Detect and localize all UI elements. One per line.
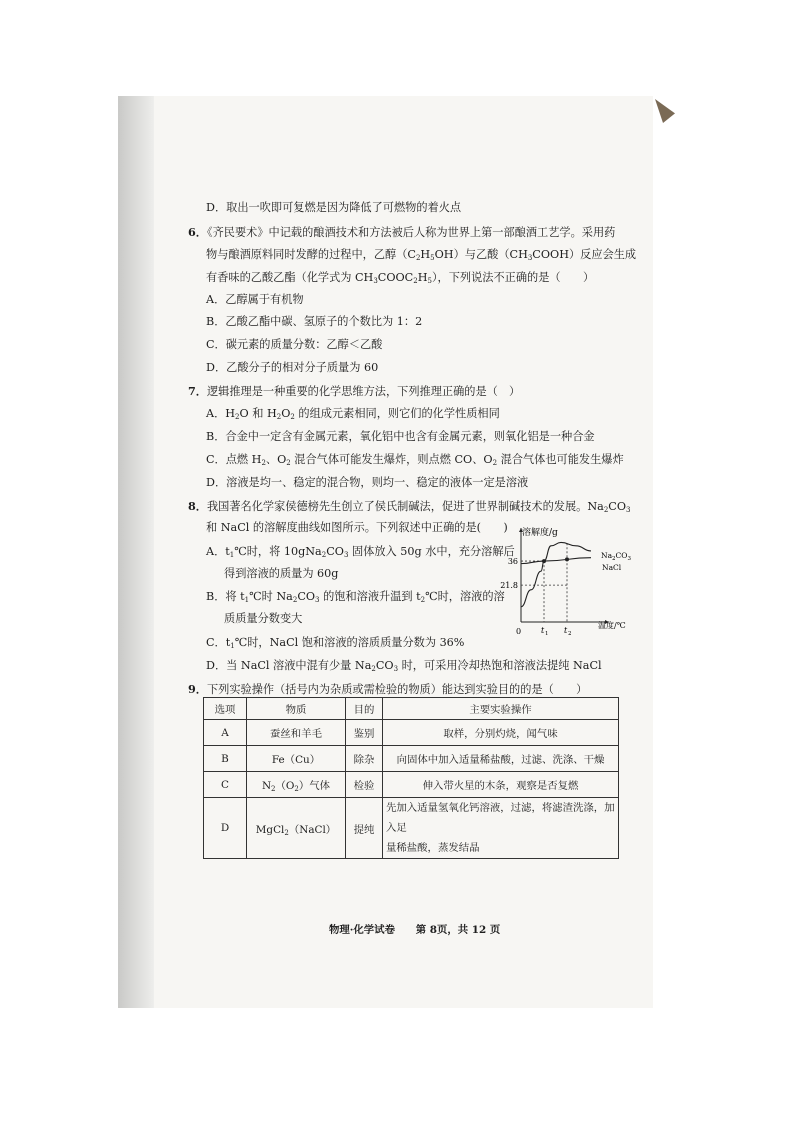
q6-option-c: C．碳元素的质量分数：乙醇＜乙酸 [206, 338, 383, 351]
q6-number: 6． [188, 225, 207, 239]
q7-option-d: D．溶液是均一、稳定的混合物，则均一、稳定的液体一定是溶液 [206, 476, 529, 489]
experiment-table [203, 697, 619, 859]
series-label-nacl: NaCl [602, 563, 622, 572]
table-header-cell: 选项 [204, 698, 247, 720]
chart-x-tick-label: t [541, 626, 545, 635]
table-row [204, 746, 619, 772]
table-cell: 提纯 [346, 798, 383, 859]
table-cell: C [204, 772, 247, 798]
q7-option-b: B．合金中一定含有金属元素，氧化铝中也含有金属元素，则氧化铝是一种合金 [206, 430, 595, 443]
table-cell: 蚕丝和羊毛 [247, 720, 346, 746]
scan-shadow [118, 96, 154, 1008]
table-cell: 除杂 [346, 746, 383, 772]
table-cell: 取样，分别灼烧，闻气味 [383, 720, 619, 746]
series-line-nacl [521, 558, 591, 564]
table-row [204, 720, 619, 746]
q6-stem-line2: 物与酿酒原料同时发酵的过程中，乙醇$(C_2H_5OH)$与乙酸$(CH_3COOH)$反应会生成 [206, 248, 637, 262]
table-cell: $N_2(O_2)$气体 [247, 772, 346, 798]
q6-option-b: B．乙酸乙酯中碳、氢原子的个数比为 1：2 [206, 315, 423, 328]
q8-option-b-cont: 质质量分数变大 [224, 612, 303, 625]
table-header-row [204, 698, 619, 720]
solubility-chart [500, 522, 636, 640]
chart-y-tick-label: 36 [507, 557, 518, 567]
table-cell: MgCl$_2$（NaCl） [247, 798, 346, 859]
q8-stem-line1: 8．我国著名化学家侯德榜先生创立了侯氏制碱法，促进了世界制碱技术的发展。$Na_2CO_3$ [188, 499, 631, 514]
chart-point-intersect [542, 559, 546, 563]
q7-number: 7． [188, 384, 207, 398]
q8-option-a-cont: 得到溶液的质量为 60g [224, 567, 339, 580]
q6-stem-line3: 有香味的乙酸乙酯（化学式为 $CH_3COOC_2H_5$），下列说法不正确的是（ ） [206, 271, 595, 285]
series-label-na2co3: $Na_2CO_3$ [601, 551, 631, 562]
chart-x-tick-sub: 2 [568, 631, 572, 637]
table-cell: A [204, 720, 247, 746]
table-cell: Fe（Cu） [247, 746, 346, 772]
table-cell: 检验 [346, 772, 383, 798]
q8-option-d: D．当 NaCl 溶液中混有少量 $Na_2CO_3$ 时，可采用冷却热饱和溶液法提纯 NaCl [206, 659, 602, 673]
chart-y-tick-label: 21.8 [500, 581, 518, 591]
table-cell: 伸入带火星的木条，观察是否复燃 [383, 772, 619, 798]
q8-option-b: B．将 $t_1℃$时 $Na_2CO_3$ 的饱和溶液升温到 $t_2℃$时，溶液的溶 [206, 590, 505, 604]
table-header-cell: 主要实验操作 [383, 698, 619, 720]
q7-option-a: A．$H_2O$ 和 $H_2O_2$ 的组成元素相同，则它们的化学性质相同 [206, 407, 500, 421]
q8-number: 8． [188, 499, 207, 513]
chart-y-axis-label: 溶解度/g [522, 528, 558, 538]
table-header-cell: 物质 [247, 698, 346, 720]
q8-option-c: C．$t_1℃$时，NaCl 饱和溶液的溶质质量分数为 36% [206, 636, 465, 650]
q6-option-d: D．乙酸分子的相对分子质量为 60 [206, 361, 379, 374]
q7-option-c: C．点燃 $H_2$、$O_2$ 混合气体可能发生爆炸，则点燃 CO、$O_2$ 混合气体也可能发生爆炸 [206, 453, 624, 467]
chart-x-tick-label: t [564, 626, 568, 635]
table-cell: D [204, 798, 247, 859]
torn-corner [655, 99, 675, 123]
table-row [204, 798, 619, 859]
table-header-cell: 目的 [346, 698, 383, 720]
q6-option-a: A．乙醇属于有机物 [206, 293, 304, 306]
q9-stem: 9．下列实验操作（括号内为杂质或需检验的物质）能达到实验目的的是（ ） [188, 682, 588, 696]
q8-option-a: A．$t_1℃$时，将 $10gNa_2CO_3$ 固体放入 50g 水中，充分溶解后 [206, 545, 515, 559]
series-line-na2co3 [521, 542, 591, 606]
table-cell: 向固体中加入适量稀盐酸，过滤、洗涤、干燥 [383, 746, 619, 772]
q6-stem-line1: 6．《齐民要术》中记载的酿酒技术和方法被后人称为世界上第一部酿酒工艺学。采用药 [188, 225, 616, 239]
q7-stem: 7．逻辑推理是一种重要的化学思维方法，下列推理正确的是（ ） [188, 384, 521, 398]
q5-option-d: D．取出一吹即可复燃是因为降低了可燃物的着火点 [206, 201, 462, 214]
table-cell: 先加入适量氢氧化钙溶液，过滤，将滤渣洗涤，加入足 量稀盐酸，蒸发结晶 [383, 798, 619, 859]
table-row [204, 772, 619, 798]
table-cell: B [204, 746, 247, 772]
chart-point-t2 [565, 557, 569, 561]
q9-number: 9． [188, 682, 207, 696]
chart-x-axis-label: 温度/℃ [598, 621, 626, 630]
q8-stem-line2: 和 NaCl 的溶解度曲线如图所示。下列叙述中正确的是( ) [206, 521, 508, 534]
chart-x-tick-sub: 1 [545, 631, 549, 637]
page-footer: 物理·化学试卷 第 8页，共 12 页 [329, 924, 501, 936]
chart-origin-label: 0 [516, 627, 522, 636]
table-cell: 鉴别 [346, 720, 383, 746]
